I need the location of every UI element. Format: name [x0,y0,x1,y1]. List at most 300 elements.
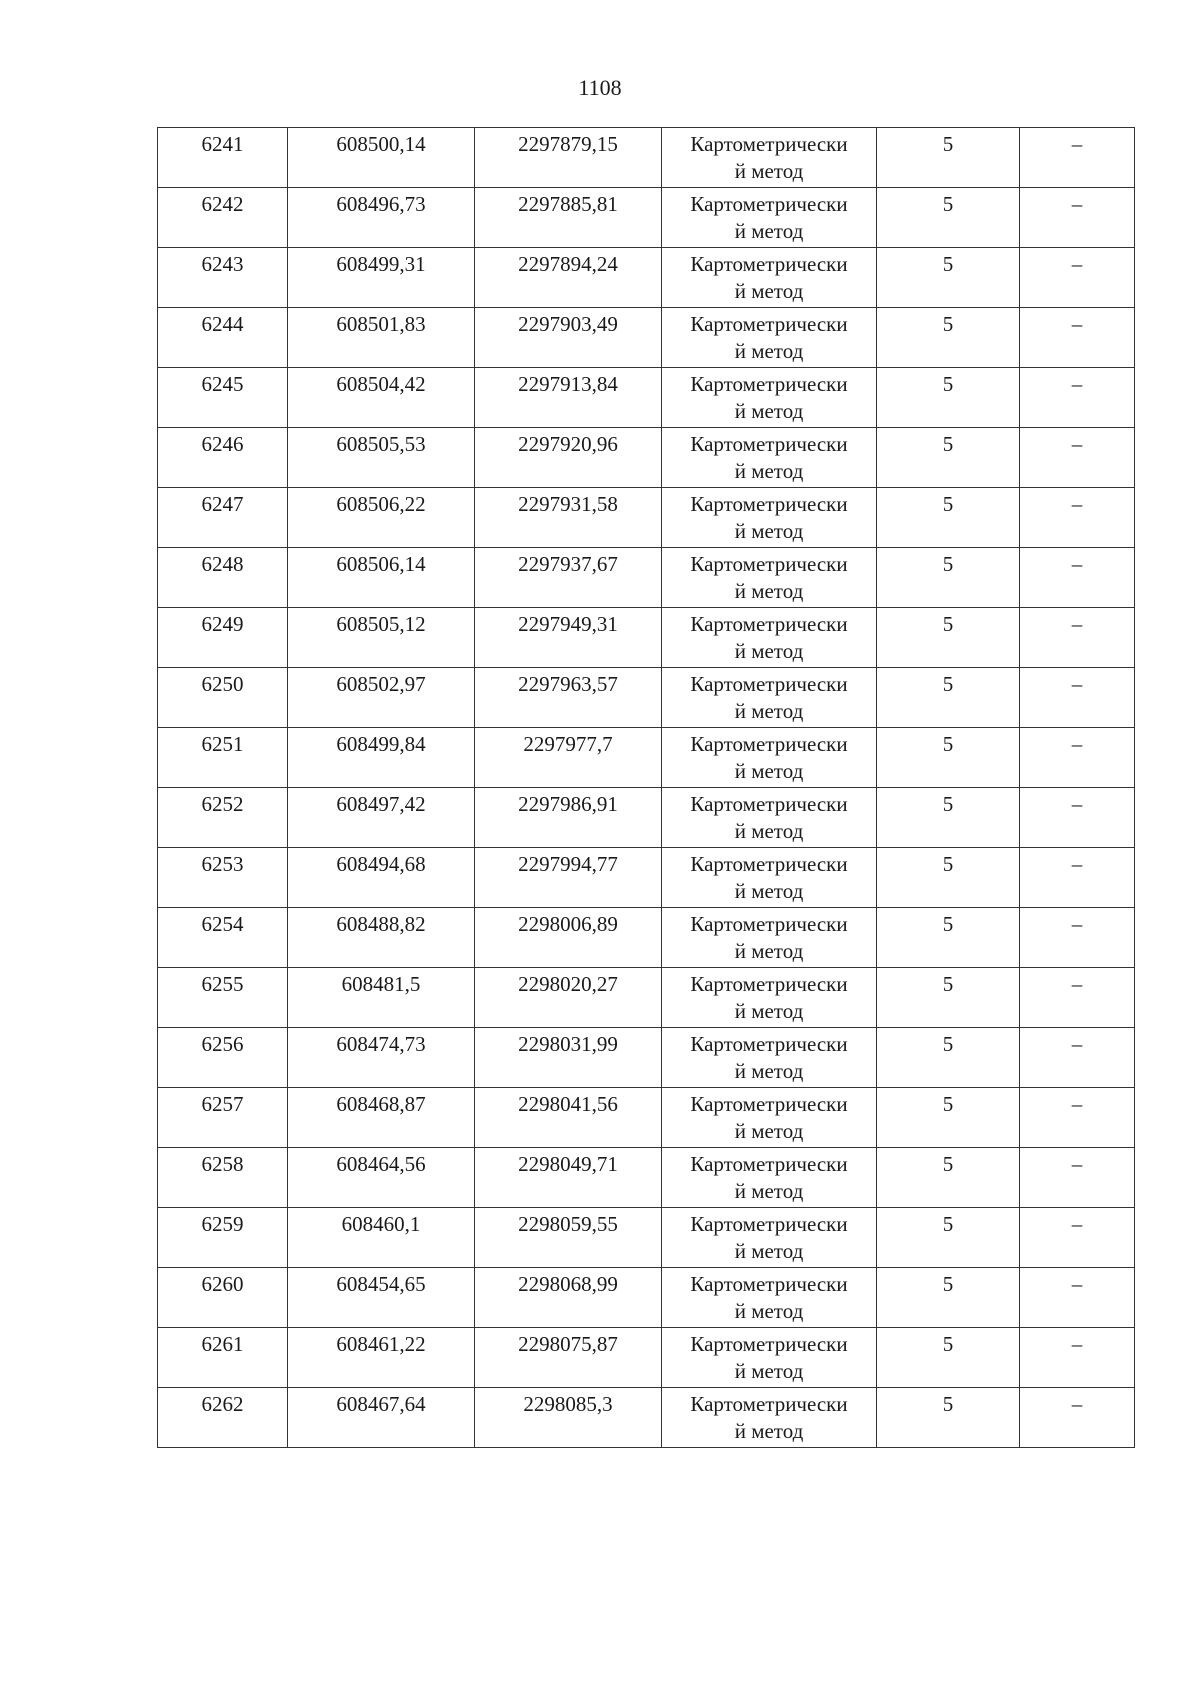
method-line-2: й метод [734,639,804,663]
y-coordinate-cell-text: 2297894,24 [518,252,618,276]
table-body [158,128,1135,1448]
error-cell [877,1028,1020,1088]
method-cell [662,368,877,428]
method-cell [662,128,877,188]
y-coordinate-cell-text: 2298031,99 [518,1032,618,1056]
method-cell [662,728,877,788]
method-line-1: Картометрически [690,1332,848,1356]
error-cell-text: 5 [942,612,954,636]
point-number-cell-text: 6259 [201,1212,244,1236]
method-line-2: й метод [734,339,804,363]
description-cell [1020,188,1135,248]
x-coordinate-cell-text: 608488,82 [336,912,426,936]
description-cell-text: – [1071,372,1083,396]
method-cell [662,548,877,608]
description-cell [1020,368,1135,428]
y-coordinate-cell [475,968,662,1028]
x-coordinate-cell [288,1268,475,1328]
table-row [158,1148,1135,1208]
description-cell-text: – [1071,1212,1083,1236]
y-coordinate-cell-text: 2297986,91 [518,792,618,816]
method-line-1: Картометрически [690,792,848,816]
description-cell [1020,1388,1135,1448]
description-cell-text: – [1071,1032,1083,1056]
x-coordinate-cell-text: 608500,14 [336,132,426,156]
error-cell [877,788,1020,848]
error-cell [877,1208,1020,1268]
description-cell-text: – [1071,252,1083,276]
method-cell [662,1208,877,1268]
point-number-cell [158,728,288,788]
y-coordinate-cell-text: 2297885,81 [518,192,618,216]
method-cell [662,248,877,308]
error-cell [877,728,1020,788]
y-coordinate-cell [475,1028,662,1088]
method-line-1: Картометрически [690,1092,848,1116]
error-cell-text: 5 [942,312,954,336]
point-number-cell [158,1208,288,1268]
method-cell [662,1268,877,1328]
error-cell-text: 5 [942,912,954,936]
method-line-1: Картометрически [690,432,848,456]
y-coordinate-cell-text: 2298075,87 [518,1332,618,1356]
description-cell [1020,488,1135,548]
error-cell [877,1088,1020,1148]
x-coordinate-cell [288,1148,475,1208]
method-cell [662,1088,877,1148]
method-line-2: й метод [734,1419,804,1443]
y-coordinate-cell [475,908,662,968]
error-cell-text: 5 [942,372,954,396]
error-cell-text: 5 [942,252,954,276]
x-coordinate-cell [288,848,475,908]
point-number-cell-text: 6247 [201,492,244,516]
x-coordinate-cell [288,188,475,248]
y-coordinate-cell-text: 2297937,67 [518,552,618,576]
description-cell [1020,1148,1135,1208]
x-coordinate-cell [288,1208,475,1268]
x-coordinate-cell [288,668,475,728]
method-line-1: Картометрически [690,1152,848,1176]
table-row [158,128,1135,188]
method-line-2: й метод [734,819,804,843]
y-coordinate-cell-text: 2298059,55 [518,1212,618,1236]
y-coordinate-cell [475,188,662,248]
description-cell [1020,788,1135,848]
method-cell [662,908,877,968]
method-line-1: Картометрически [690,912,848,936]
error-cell-text: 5 [942,1092,954,1116]
description-cell [1020,248,1135,308]
point-number-cell-text: 6246 [201,432,244,456]
error-cell [877,908,1020,968]
y-coordinate-cell-text: 2297913,84 [518,372,618,396]
x-coordinate-cell [288,1328,475,1388]
method-line-1: Картометрически [690,732,848,756]
method-line-2: й метод [734,759,804,783]
method-line-1: Картометрически [690,192,848,216]
x-coordinate-cell [288,1088,475,1148]
point-number-cell [158,1028,288,1088]
description-cell [1020,608,1135,668]
point-number-cell-text: 6250 [201,672,244,696]
x-coordinate-cell-text: 608496,73 [336,192,426,216]
error-cell [877,968,1020,1028]
point-number-cell-text: 6249 [201,612,244,636]
x-coordinate-cell [288,788,475,848]
y-coordinate-cell [475,608,662,668]
y-coordinate-cell [475,1268,662,1328]
point-number-cell [158,548,288,608]
x-coordinate-cell-text: 608454,65 [336,1272,426,1296]
y-coordinate-cell-text: 2297903,49 [518,312,618,336]
point-number-cell [158,788,288,848]
description-cell-text: – [1071,1272,1083,1296]
x-coordinate-cell-text: 608468,87 [336,1092,426,1116]
error-cell [877,128,1020,188]
y-coordinate-cell [475,1328,662,1388]
table-row [158,728,1135,788]
y-coordinate-cell [475,488,662,548]
error-cell [877,248,1020,308]
method-line-2: й метод [734,159,804,183]
x-coordinate-cell-text: 608497,42 [336,792,426,816]
table-row [158,248,1135,308]
error-cell [877,188,1020,248]
x-coordinate-cell-text: 608504,42 [336,372,426,396]
method-line-1: Картометрически [690,672,848,696]
error-cell-text: 5 [942,192,954,216]
y-coordinate-cell [475,548,662,608]
description-cell-text: – [1071,492,1083,516]
y-coordinate-cell-text: 2297920,96 [518,432,618,456]
error-cell-text: 5 [942,492,954,516]
description-cell [1020,308,1135,368]
point-number-cell-text: 6261 [201,1332,244,1356]
method-line-1: Картометрически [690,312,848,336]
description-cell [1020,1088,1135,1148]
method-line-2: й метод [734,519,804,543]
description-cell-text: – [1071,132,1083,156]
error-cell-text: 5 [942,432,954,456]
x-coordinate-cell [288,248,475,308]
point-number-cell-text: 6253 [201,852,244,876]
method-line-1: Картометрически [690,1212,848,1236]
point-number-cell-text: 6256 [201,1032,244,1056]
table-row [158,848,1135,908]
point-number-cell [158,1388,288,1448]
x-coordinate-cell-text: 608494,68 [336,852,426,876]
y-coordinate-cell-text: 2297949,31 [518,612,618,636]
y-coordinate-cell-text: 2298085,3 [523,1392,613,1416]
description-cell [1020,1328,1135,1388]
description-cell [1020,1208,1135,1268]
y-coordinate-cell-text: 2298020,27 [518,972,618,996]
error-cell [877,608,1020,668]
description-cell [1020,428,1135,488]
description-cell-text: – [1071,852,1083,876]
x-coordinate-cell [288,608,475,668]
method-cell [662,968,877,1028]
method-line-2: й метод [734,1359,804,1383]
description-cell [1020,908,1135,968]
method-line-2: й метод [734,1239,804,1263]
x-coordinate-cell [288,488,475,548]
y-coordinate-cell-text: 2297931,58 [518,492,618,516]
point-number-cell [158,908,288,968]
point-number-cell [158,968,288,1028]
table-row [158,548,1135,608]
point-number-cell-text: 6248 [201,552,244,576]
error-cell [877,848,1020,908]
x-coordinate-cell-text: 608460,1 [341,1212,421,1236]
error-cell-text: 5 [942,972,954,996]
table-row [158,428,1135,488]
table-row [158,308,1135,368]
error-cell-text: 5 [942,1032,954,1056]
method-line-2: й метод [734,1119,804,1143]
description-cell-text: – [1071,912,1083,936]
error-cell-text: 5 [942,1152,954,1176]
point-number-cell [158,488,288,548]
point-number-cell-text: 6251 [201,732,244,756]
error-cell-text: 5 [942,132,954,156]
method-line-2: й метод [734,999,804,1023]
description-cell-text: – [1071,1332,1083,1356]
x-coordinate-cell-text: 608464,56 [336,1152,426,1176]
point-number-cell-text: 6242 [201,192,244,216]
error-cell-text: 5 [942,1212,954,1236]
method-line-2: й метод [734,219,804,243]
method-line-2: й метод [734,939,804,963]
x-coordinate-cell-text: 608481,5 [341,972,421,996]
error-cell-text: 5 [942,672,954,696]
point-number-cell-text: 6255 [201,972,244,996]
description-cell-text: – [1071,1092,1083,1116]
point-number-cell [158,368,288,428]
method-cell [662,1388,877,1448]
x-coordinate-cell [288,728,475,788]
method-cell [662,428,877,488]
error-cell-text: 5 [942,732,954,756]
point-number-cell [158,428,288,488]
method-line-1: Картометрически [690,1032,848,1056]
point-number-cell-text: 6257 [201,1092,244,1116]
method-cell [662,668,877,728]
error-cell-text: 5 [942,552,954,576]
y-coordinate-cell [475,128,662,188]
y-coordinate-cell [475,308,662,368]
method-line-2: й метод [734,279,804,303]
x-coordinate-cell [288,1388,475,1448]
method-cell [662,1148,877,1208]
method-line-2: й метод [734,399,804,423]
table-row [158,188,1135,248]
point-number-cell [158,848,288,908]
error-cell [877,668,1020,728]
description-cell [1020,1028,1135,1088]
point-number-cell-text: 6258 [201,1152,244,1176]
error-cell-text: 5 [942,1332,954,1356]
method-line-2: й метод [734,879,804,903]
x-coordinate-cell-text: 608505,53 [336,432,426,456]
description-cell-text: – [1071,432,1083,456]
error-cell [877,488,1020,548]
y-coordinate-cell-text: 2297963,57 [518,672,618,696]
description-cell [1020,968,1135,1028]
point-number-cell [158,1088,288,1148]
y-coordinate-cell [475,788,662,848]
method-cell [662,1028,877,1088]
point-number-cell [158,128,288,188]
error-cell [877,428,1020,488]
description-cell-text: – [1071,672,1083,696]
x-coordinate-cell-text: 608499,84 [336,732,426,756]
method-cell [662,1328,877,1388]
error-cell-text: 5 [942,1392,954,1416]
description-cell-text: – [1071,1152,1083,1176]
x-coordinate-cell-text: 608505,12 [336,612,426,636]
table-row [158,608,1135,668]
method-cell [662,488,877,548]
point-number-cell [158,668,288,728]
description-cell [1020,848,1135,908]
x-coordinate-cell [288,548,475,608]
method-line-1: Картометрически [690,492,848,516]
y-coordinate-cell [475,1388,662,1448]
method-cell [662,788,877,848]
table-row [158,1088,1135,1148]
error-cell [877,1148,1020,1208]
x-coordinate-cell [288,368,475,428]
point-number-cell-text: 6254 [201,912,244,936]
table-row [158,1028,1135,1088]
y-coordinate-cell [475,1088,662,1148]
error-cell [877,368,1020,428]
point-number-cell [158,1148,288,1208]
y-coordinate-cell-text: 2297879,15 [518,132,618,156]
description-cell-text: – [1071,732,1083,756]
error-cell [877,1268,1020,1328]
method-line-1: Картометрически [690,972,848,996]
x-coordinate-cell [288,968,475,1028]
table-row [158,908,1135,968]
table-row [158,1208,1135,1268]
y-coordinate-cell-text: 2298049,71 [518,1152,618,1176]
method-line-2: й метод [734,699,804,723]
y-coordinate-cell [475,848,662,908]
x-coordinate-cell [288,128,475,188]
coordinates-table [157,127,1135,1448]
method-line-2: й метод [734,459,804,483]
table-row [158,968,1135,1028]
x-coordinate-cell [288,908,475,968]
y-coordinate-cell [475,668,662,728]
y-coordinate-cell-text: 2297977,7 [523,732,613,756]
table-row [158,1388,1135,1448]
method-line-2: й метод [734,1059,804,1083]
y-coordinate-cell [475,1208,662,1268]
method-line-1: Картометрически [690,132,848,156]
point-number-cell [158,188,288,248]
point-number-cell [158,1268,288,1328]
x-coordinate-cell-text: 608506,14 [336,552,426,576]
table-row [158,1268,1135,1328]
description-cell-text: – [1071,612,1083,636]
error-cell-text: 5 [942,792,954,816]
point-number-cell [158,608,288,668]
error-cell [877,548,1020,608]
method-line-1: Картометрически [690,612,848,636]
method-cell [662,608,877,668]
table-row [158,368,1135,428]
method-line-1: Картометрически [690,1392,848,1416]
point-number-cell [158,1328,288,1388]
y-coordinate-cell [475,248,662,308]
x-coordinate-cell-text: 608467,64 [336,1392,426,1416]
y-coordinate-cell-text: 2297994,77 [518,852,618,876]
y-coordinate-cell-text: 2298006,89 [518,912,618,936]
y-coordinate-cell [475,1148,662,1208]
error-cell-text: 5 [942,1272,954,1296]
method-line-1: Картометрически [690,252,848,276]
description-cell [1020,728,1135,788]
x-coordinate-cell-text: 608506,22 [336,492,426,516]
error-cell [877,1388,1020,1448]
description-cell-text: – [1071,312,1083,336]
method-line-1: Картометрически [690,552,848,576]
point-number-cell-text: 6262 [201,1392,244,1416]
error-cell-text: 5 [942,852,954,876]
point-number-cell-text: 6245 [201,372,244,396]
x-coordinate-cell-text: 608474,73 [336,1032,426,1056]
error-cell [877,308,1020,368]
description-cell [1020,548,1135,608]
description-cell-text: – [1071,552,1083,576]
x-coordinate-cell-text: 608502,97 [336,672,426,696]
x-coordinate-cell-text: 608461,22 [336,1332,426,1356]
description-cell [1020,128,1135,188]
method-cell [662,188,877,248]
x-coordinate-cell [288,308,475,368]
point-number-cell [158,308,288,368]
x-coordinate-cell-text: 608499,31 [336,252,426,276]
method-line-2: й метод [734,1299,804,1323]
method-cell [662,308,877,368]
x-coordinate-cell [288,428,475,488]
point-number-cell-text: 6252 [201,792,244,816]
page-number: 1108 [578,75,622,100]
method-cell [662,848,877,908]
point-number-cell [158,248,288,308]
y-coordinate-cell [475,428,662,488]
point-number-cell-text: 6243 [201,252,244,276]
description-cell-text: – [1071,792,1083,816]
y-coordinate-cell [475,368,662,428]
table-row [158,788,1135,848]
y-coordinate-cell-text: 2298041,56 [518,1092,618,1116]
point-number-cell-text: 6241 [201,132,244,156]
table-row [158,1328,1135,1388]
point-number-cell-text: 6260 [201,1272,244,1296]
method-line-2: й метод [734,579,804,603]
method-line-2: й метод [734,1179,804,1203]
description-cell-text: – [1071,972,1083,996]
error-cell [877,1328,1020,1388]
x-coordinate-cell [288,1028,475,1088]
description-cell [1020,668,1135,728]
description-cell-text: – [1071,1392,1083,1416]
